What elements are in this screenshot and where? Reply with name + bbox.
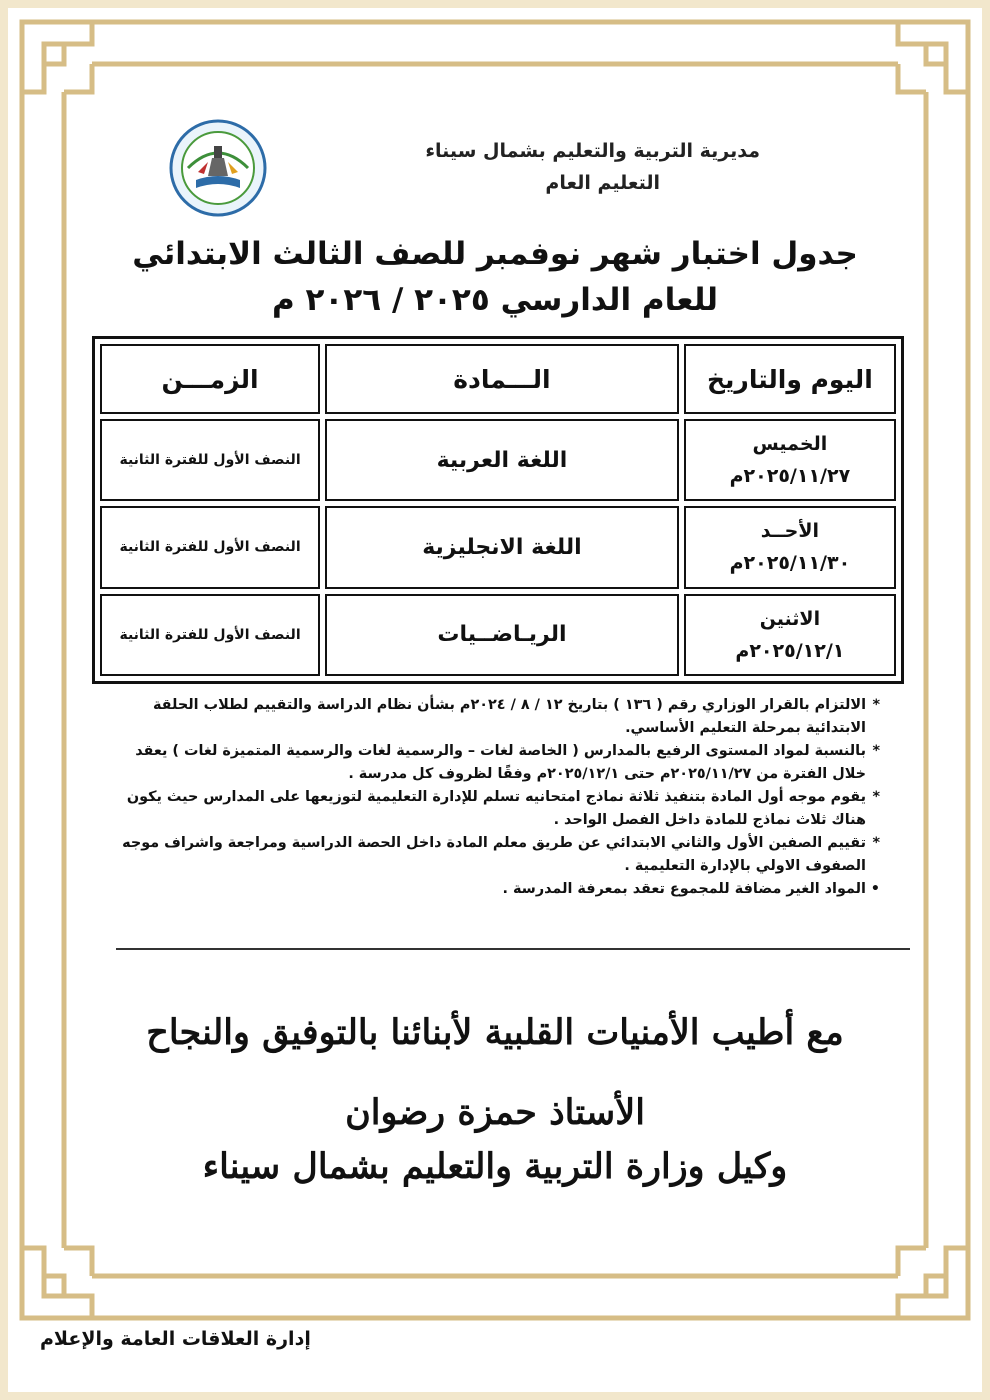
note-item <box>110 740 880 786</box>
header-day-date: اليوم والتاريخ <box>684 344 896 414</box>
exam-date: ٢٠٢٥/١١/٢٧م <box>729 465 851 488</box>
table-row <box>100 419 896 501</box>
time-cell: النصف الأول للفترة الثانية <box>100 594 320 676</box>
note-text: الالتزام بالقرار الوزاري رقم ( ١٣٦ ) بتاريخ ١٢ / ٨ / ٢٠٢٤م بشأن نظام الدراسة والتقييم لطلاب الحلقة الابتدائية بمرحلة التعليم الأساسي. <box>152 697 866 736</box>
header-time: الزمـــن <box>100 344 320 414</box>
exam-date: ٢٠٢٥/١١/٣٠م <box>729 552 851 575</box>
day-date-cell <box>684 419 896 501</box>
subject-cell: اللغة العربية <box>325 419 679 501</box>
note-marker: * <box>872 835 880 851</box>
signatory-title: وكيل وزارة التربية والتعليم بشمال سيناء <box>202 1146 788 1187</box>
note-item <box>110 832 880 878</box>
day-date-cell <box>684 506 896 588</box>
time-cell: النصف الأول للفترة الثانية <box>100 506 320 588</box>
day-name: الاثنين <box>759 607 821 630</box>
note-item <box>110 786 880 832</box>
exam-date: ٢٠٢٥/١٢/١م <box>735 639 845 662</box>
closing-wish: مع أطيب الأمنيات القلبية لأبنائنا بالتوفيق والنجاح <box>146 1012 844 1053</box>
academic-year: للعام الدارسي ٢٠٢٥ / ٢٠٢٦ م <box>271 282 719 318</box>
note-marker: * <box>872 743 880 759</box>
directorate-name: مديرية التربية والتعليم بشمال سيناء <box>425 140 760 162</box>
note-text: يقوم موجه أول المادة بتنفيذ ثلاثة نماذج امتحانيه تسلم للإدارة التعليمية لتوزيعها على المدارس حيث يكون هناك ثلاث نماذج للمادة داخل الفصل الواحد . <box>126 789 866 828</box>
note-text: بالنسبة لمواد المستوى الرفيع بالمدارس ( الخاصة لغات – والرسمية لغات والرسمية المتميزة لغات ) يعقد خلال الفترة من ٢٠٢٥/١١/٢٧م حتى ٢٠٢٥/١٢/١م وفقًا لظروف كل مدرسة . <box>135 743 866 782</box>
separator-line <box>116 948 910 950</box>
note-marker: • <box>870 881 880 897</box>
schedule-title: جدول اختبار شهر نوفمبر للصف الثالث الابتدائي <box>132 236 858 272</box>
note-text: تقييم الصفين الأول والثاني الابتدائي عن طريق معلم المادة داخل الحصة الدراسية ومراجعة واشراف موجه الصفوف الاولي بالإدارة التعليمية . <box>122 835 866 874</box>
header-subject: الـــمادة <box>325 344 679 414</box>
note-item <box>110 878 880 901</box>
note-item <box>110 694 880 740</box>
notes-list <box>110 694 880 901</box>
time-cell: النصف الأول للفترة الثانية <box>100 419 320 501</box>
day-name: الخميس <box>752 433 828 456</box>
table-row <box>100 594 896 676</box>
day-date-cell <box>684 594 896 676</box>
directorate-logo-icon <box>168 118 268 218</box>
exam-schedule-table <box>92 336 904 684</box>
subject-cell: الريـاضــيات <box>325 594 679 676</box>
table-header-row <box>100 344 896 414</box>
subject-cell: اللغة الانجليزية <box>325 506 679 588</box>
note-marker: * <box>872 789 880 805</box>
note-marker: * <box>872 697 880 713</box>
footer-department: إدارة العلاقات العامة والإعلام <box>40 1328 311 1350</box>
day-name: الأحــد <box>760 520 820 543</box>
signatory-name: الأستاذ حمزة رضوان <box>345 1092 645 1133</box>
department-name: التعليم العام <box>545 172 660 194</box>
table-row <box>100 506 896 588</box>
note-text: المواد الغير مضافة للمجموع تعقد بمعرفة المدرسة . <box>502 881 866 897</box>
